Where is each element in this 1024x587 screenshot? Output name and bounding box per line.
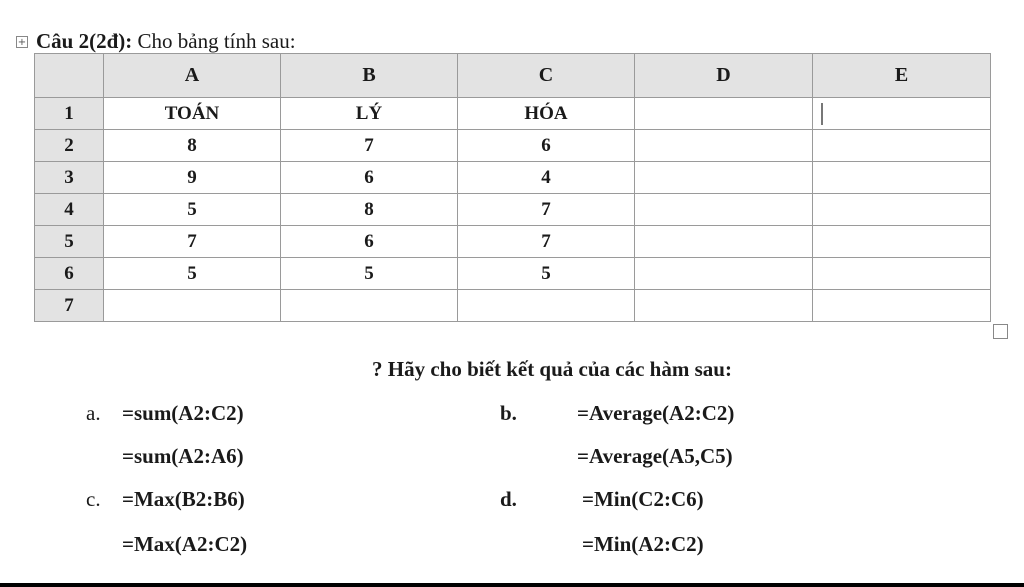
- table-row: [35, 130, 991, 162]
- row-header: 3: [35, 162, 104, 194]
- item-d-formula-1: =Min(C2:C6): [582, 487, 704, 511]
- table-move-handle-icon[interactable]: +: [17, 37, 27, 48]
- cell-c5[interactable]: 7: [458, 226, 635, 258]
- item-d-label: d.: [500, 487, 517, 511]
- cell-b5[interactable]: 6: [281, 226, 458, 258]
- row-header: 5: [35, 226, 104, 258]
- table-row: [35, 194, 991, 226]
- cell-c1[interactable]: HÓA: [458, 98, 635, 130]
- row-header: 6: [35, 258, 104, 290]
- column-header-d: D: [635, 54, 813, 98]
- cell-e5[interactable]: [813, 226, 991, 258]
- cell-d1[interactable]: [635, 98, 813, 130]
- row-header: 7: [35, 290, 104, 322]
- question-text: Cho bảng tính sau:: [132, 29, 296, 53]
- cell-c2[interactable]: 6: [458, 130, 635, 162]
- cell-a4[interactable]: 5: [104, 194, 281, 226]
- cell-d4[interactable]: [635, 194, 813, 226]
- spreadsheet-table: [34, 53, 991, 322]
- table-row: [35, 258, 991, 290]
- item-b-formula-2: =Average(A5,C5): [577, 444, 733, 468]
- table-row: [35, 226, 991, 258]
- corner-cell: [35, 54, 104, 98]
- item-a-label: a.: [86, 401, 101, 425]
- cell-a1[interactable]: TOÁN: [104, 98, 281, 130]
- cell-a7[interactable]: [104, 290, 281, 322]
- column-header-b: B: [281, 54, 458, 98]
- cell-a2[interactable]: 8: [104, 130, 281, 162]
- page-bottom-border: [0, 583, 1024, 587]
- question-title: [36, 29, 296, 54]
- cell-b1[interactable]: LÝ: [281, 98, 458, 130]
- cell-c3[interactable]: 4: [458, 162, 635, 194]
- text-cursor: [821, 103, 823, 125]
- row-header: 2: [35, 130, 104, 162]
- item-c-formula-2: =Max(A2:C2): [122, 532, 248, 556]
- item-b-formula-1: =Average(A2:C2): [577, 401, 735, 425]
- item-d-formula-2: =Min(A2:C2): [582, 532, 704, 556]
- item-a-formula-2: =sum(A2:A6): [122, 444, 244, 468]
- cell-e7[interactable]: [813, 290, 991, 322]
- cell-c4[interactable]: 7: [458, 194, 635, 226]
- cell-a5[interactable]: 7: [104, 226, 281, 258]
- cell-e3[interactable]: [813, 162, 991, 194]
- question-number: Câu 2(2đ):: [36, 29, 133, 53]
- cell-d5[interactable]: [635, 226, 813, 258]
- cell-c6[interactable]: 5: [458, 258, 635, 290]
- table-row: [35, 290, 991, 322]
- column-header-e: E: [813, 54, 991, 98]
- cell-b4[interactable]: 8: [281, 194, 458, 226]
- cell-e2[interactable]: [813, 130, 991, 162]
- cell-b2[interactable]: 7: [281, 130, 458, 162]
- cell-b3[interactable]: 6: [281, 162, 458, 194]
- question-prompt: ? Hãy cho biết kết quả của các hàm sau:: [372, 357, 732, 381]
- table-row: [35, 98, 991, 130]
- cell-c7[interactable]: [458, 290, 635, 322]
- column-header-row: [35, 54, 991, 98]
- row-header: 4: [35, 194, 104, 226]
- item-c-label: c.: [86, 487, 101, 511]
- table-resize-handle-icon[interactable]: [993, 324, 1008, 339]
- cell-b6[interactable]: 5: [281, 258, 458, 290]
- item-b-label: b.: [500, 401, 517, 425]
- item-c-formula-1: =Max(B2:B6): [122, 487, 245, 511]
- cell-b7[interactable]: [281, 290, 458, 322]
- cell-d3[interactable]: [635, 162, 813, 194]
- cell-d2[interactable]: [635, 130, 813, 162]
- column-header-a: A: [104, 54, 281, 98]
- table-row: [35, 162, 991, 194]
- cell-e6[interactable]: [813, 258, 991, 290]
- cell-d7[interactable]: [635, 290, 813, 322]
- row-header: 1: [35, 98, 104, 130]
- cell-e4[interactable]: [813, 194, 991, 226]
- column-header-c: C: [458, 54, 635, 98]
- cell-d6[interactable]: [635, 258, 813, 290]
- cell-a6[interactable]: 5: [104, 258, 281, 290]
- cell-a3[interactable]: 9: [104, 162, 281, 194]
- cell-e1[interactable]: [813, 98, 991, 130]
- item-a-formula-1: =sum(A2:C2): [122, 401, 244, 425]
